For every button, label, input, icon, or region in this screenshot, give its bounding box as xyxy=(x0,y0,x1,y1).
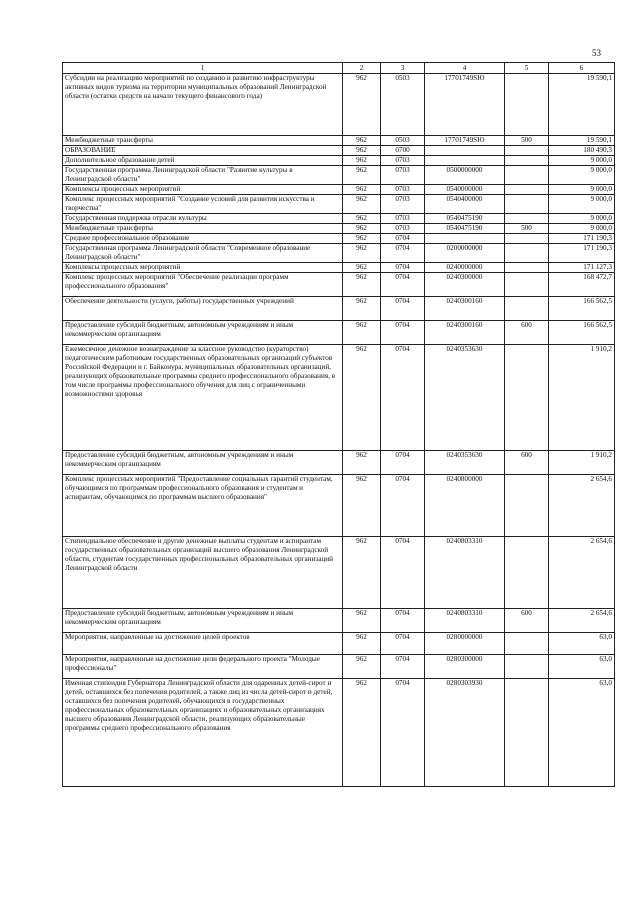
row-name: Комплекс процессных мероприятий "Создание условий для развития искусства и творчества" xyxy=(63,195,343,214)
row-amount: 63,0 xyxy=(549,655,615,679)
row-section: 0703 xyxy=(381,156,425,166)
row-target: 0540000000 xyxy=(425,185,505,195)
row-amount: 63,0 xyxy=(549,679,615,787)
row-name: Ежемесячное денежное вознаграждение за классное руководство (кураторство) педагогическим работникам государственных образовательных организаций субъектов Российской Федерации и г. Байконура, муниципальных образовательных организаций, реализующих образовательные программы среднего профессионального образования, в том числе программы профессионального обучения для лиц с ограниченными возможностями здоровья xyxy=(63,345,343,451)
row-type xyxy=(505,234,549,244)
row-section: 0503 xyxy=(381,136,425,146)
row-code: 962 xyxy=(343,655,381,679)
row-section: 0704 xyxy=(381,537,425,609)
row-amount: 2 654,6 xyxy=(549,537,615,609)
table-row xyxy=(63,224,615,234)
table-row xyxy=(63,537,615,609)
row-name: Предоставление субсидий бюджетным, автономным учреждениям и иным некоммерческим организациям xyxy=(63,609,343,633)
row-section: 0703 xyxy=(381,224,425,234)
row-code: 962 xyxy=(343,195,381,214)
table-row xyxy=(63,146,615,156)
row-code: 962 xyxy=(343,214,381,224)
row-section: 0704 xyxy=(381,679,425,787)
row-section: 0704 xyxy=(381,263,425,273)
table-row xyxy=(63,166,615,185)
row-section: 0704 xyxy=(381,273,425,297)
row-amount: 180 490,3 xyxy=(549,146,615,156)
row-code: 962 xyxy=(343,146,381,156)
row-amount: 171 127,3 xyxy=(549,263,615,273)
column-header-2: 2 xyxy=(343,63,381,74)
row-target: 0280000000 xyxy=(425,633,505,655)
row-type xyxy=(505,166,549,185)
column-header-4: 4 xyxy=(425,63,505,74)
row-code: 962 xyxy=(343,451,381,475)
row-amount: 9 000,0 xyxy=(549,195,615,214)
column-header-1: 1 xyxy=(63,63,343,74)
row-section: 0700 xyxy=(381,146,425,156)
row-code: 962 xyxy=(343,156,381,166)
row-section: 0704 xyxy=(381,451,425,475)
row-name: Предоставление субсидий бюджетным, автономным учреждениям и иным некоммерческим организациям xyxy=(63,451,343,475)
row-type xyxy=(505,273,549,297)
row-type: 600 xyxy=(505,609,549,633)
row-target: 0540475190 xyxy=(425,214,505,224)
row-type xyxy=(505,74,549,136)
row-target: 0540400000 xyxy=(425,195,505,214)
table-row xyxy=(63,655,615,679)
row-name: Именная стипендия Губернатора Ленинградской области для одаренных детей-сирот и детей, оставшихся без попечения родителей, а также лиц из числа детей-сирот и детей, оставшихся без попечения родителей, обучающихся в государственных профессиональных образовательных организациях и образовательных организациях высшего образования Ленинградской области, реализующих образовательные программы среднего профессионального образования xyxy=(63,679,343,787)
row-section: 0704 xyxy=(381,475,425,537)
row-amount: 63,0 xyxy=(549,633,615,655)
row-code: 962 xyxy=(343,345,381,451)
row-amount: 168 472,7 xyxy=(549,273,615,297)
row-amount: 1 910,2 xyxy=(549,451,615,475)
row-target: 0240800000 xyxy=(425,475,505,537)
row-amount: 2 654,6 xyxy=(549,609,615,633)
row-target: 0200000000 xyxy=(425,244,505,263)
table-row xyxy=(63,297,615,321)
row-type xyxy=(505,537,549,609)
table-row xyxy=(63,136,615,146)
page-number: 53 xyxy=(592,48,601,58)
row-amount: 171 190,3 xyxy=(549,234,615,244)
row-code: 962 xyxy=(343,609,381,633)
row-target: 17701749SЮ xyxy=(425,136,505,146)
row-section: 0704 xyxy=(381,234,425,244)
row-type xyxy=(505,679,549,787)
row-name: Государственная программа Ленинградской области "Развитие культуры в Ленинградской области" xyxy=(63,166,343,185)
table-row xyxy=(63,609,615,633)
row-code: 962 xyxy=(343,224,381,234)
row-name: ОБРАЗОВАНИЕ xyxy=(63,146,343,156)
row-type: 600 xyxy=(505,451,549,475)
row-target xyxy=(425,234,505,244)
row-type xyxy=(505,297,549,321)
row-amount: 166 562,5 xyxy=(549,297,615,321)
row-target: 0240803310 xyxy=(425,609,505,633)
row-section: 0703 xyxy=(381,195,425,214)
row-section: 0704 xyxy=(381,321,425,345)
row-code: 962 xyxy=(343,263,381,273)
row-code: 962 xyxy=(343,273,381,297)
row-amount: 1 910,2 xyxy=(549,345,615,451)
table-row xyxy=(63,195,615,214)
row-amount: 19 590,1 xyxy=(549,74,615,136)
row-target: 0280303930 xyxy=(425,679,505,787)
table-row xyxy=(63,263,615,273)
row-amount: 2 654,6 xyxy=(549,475,615,537)
row-section: 0704 xyxy=(381,633,425,655)
row-target: 0240803310 xyxy=(425,537,505,609)
budget-table xyxy=(62,62,615,787)
row-code: 962 xyxy=(343,537,381,609)
row-target: 0240300160 xyxy=(425,321,505,345)
row-name: Стипендиальное обеспечение и другие денежные выплаты студентам и аспирантам государственных образовательных организаций высшего образования Ленинградской области, студентам государственных профессиональных образовательных организаций Ленинградской области xyxy=(63,537,343,609)
row-section: 0704 xyxy=(381,345,425,451)
row-code: 962 xyxy=(343,166,381,185)
column-header-6: 6 xyxy=(549,63,615,74)
row-code: 962 xyxy=(343,136,381,146)
row-type xyxy=(505,244,549,263)
row-code: 962 xyxy=(343,74,381,136)
table-row xyxy=(63,214,615,224)
row-type xyxy=(505,263,549,273)
row-section: 0703 xyxy=(381,214,425,224)
row-target: 17701749SЮ xyxy=(425,74,505,136)
row-name: Комплексы процессных мероприятий xyxy=(63,263,343,273)
row-type xyxy=(505,633,549,655)
row-section: 0704 xyxy=(381,297,425,321)
table-row xyxy=(63,234,615,244)
row-section: 0704 xyxy=(381,655,425,679)
row-target: 0240000000 xyxy=(425,263,505,273)
row-amount: 9 000,0 xyxy=(549,166,615,185)
row-type: 500 xyxy=(505,136,549,146)
row-code: 962 xyxy=(343,633,381,655)
row-target: 0280300000 xyxy=(425,655,505,679)
column-header-5: 5 xyxy=(505,63,549,74)
row-target: 0500000000 xyxy=(425,166,505,185)
row-code: 962 xyxy=(343,475,381,537)
row-name: Комплексы процессных мероприятий xyxy=(63,185,343,195)
row-section: 0704 xyxy=(381,244,425,263)
row-amount: 9 000,0 xyxy=(549,224,615,234)
table-row xyxy=(63,244,615,263)
row-type xyxy=(505,146,549,156)
row-name: Комплекс процессных мероприятий "Предоставление социальных гарантий студентам, обучающимся по программам профессионального образования и студентам и аспирантам, обучающимся по программам высшего образования" xyxy=(63,475,343,537)
row-code: 962 xyxy=(343,297,381,321)
row-name: Комплекс процессных мероприятий "Обеспечение реализации программ профессионального образования" xyxy=(63,273,343,297)
row-type xyxy=(505,655,549,679)
row-name: Межбюджетные трансферты xyxy=(63,136,343,146)
row-target xyxy=(425,146,505,156)
table-row xyxy=(63,345,615,451)
table-row xyxy=(63,273,615,297)
row-target xyxy=(425,156,505,166)
row-target: 0240300000 xyxy=(425,273,505,297)
table-row xyxy=(63,475,615,537)
row-name: Мероприятия, направленные на достижение целей проектов xyxy=(63,633,343,655)
row-amount: 9 000,0 xyxy=(549,156,615,166)
table-row xyxy=(63,74,615,136)
row-amount: 166 562,5 xyxy=(549,321,615,345)
table-row xyxy=(63,156,615,166)
row-amount: 171 190,3 xyxy=(549,244,615,263)
row-name: Предоставление субсидий бюджетным, автономным учреждениям и иным некоммерческим организациям xyxy=(63,321,343,345)
column-header-3: 3 xyxy=(381,63,425,74)
table-row xyxy=(63,451,615,475)
row-type xyxy=(505,195,549,214)
row-amount: 19 590,1 xyxy=(549,136,615,146)
row-type xyxy=(505,214,549,224)
table-row xyxy=(63,185,615,195)
row-target: 0240353630 xyxy=(425,345,505,451)
row-code: 962 xyxy=(343,244,381,263)
row-amount: 9 000,0 xyxy=(549,185,615,195)
row-amount: 9 000,0 xyxy=(549,214,615,224)
row-name: Субсидии на реализацию мероприятий по созданию и развитию инфраструктуры активных видов туризма на территории муниципальных образований Ленинградской области (остатки средств на начало текущего финансового года) xyxy=(63,74,343,136)
row-name: Мероприятия, направленные на достижение цели федерального проекта "Молодые профессионалы" xyxy=(63,655,343,679)
row-code: 962 xyxy=(343,185,381,195)
row-name: Дополнительное образование детей xyxy=(63,156,343,166)
row-type xyxy=(505,185,549,195)
row-type: 600 xyxy=(505,321,549,345)
row-type: 500 xyxy=(505,224,549,234)
table-row xyxy=(63,679,615,787)
row-section: 0503 xyxy=(381,74,425,136)
row-section: 0703 xyxy=(381,185,425,195)
row-name: Обеспечение деятельности (услуги, работы) государственных учреждений xyxy=(63,297,343,321)
row-type xyxy=(505,156,549,166)
row-section: 0703 xyxy=(381,166,425,185)
header-row xyxy=(63,63,615,74)
row-section: 0704 xyxy=(381,609,425,633)
row-code: 962 xyxy=(343,234,381,244)
row-name: Межбюджетные трансферты xyxy=(63,224,343,234)
row-name: Государственная программа Ленинградской области "Современное образование Ленинградской области" xyxy=(63,244,343,263)
row-target: 0240300160 xyxy=(425,297,505,321)
row-target: 0540475190 xyxy=(425,224,505,234)
row-name: Среднее профессиональное образование xyxy=(63,234,343,244)
row-type xyxy=(505,475,549,537)
row-code: 962 xyxy=(343,679,381,787)
row-name: Государственная поддержка отрасли культуры xyxy=(63,214,343,224)
table-row xyxy=(63,633,615,655)
row-type xyxy=(505,345,549,451)
row-code: 962 xyxy=(343,321,381,345)
row-target: 0240353630 xyxy=(425,451,505,475)
table-row xyxy=(63,321,615,345)
